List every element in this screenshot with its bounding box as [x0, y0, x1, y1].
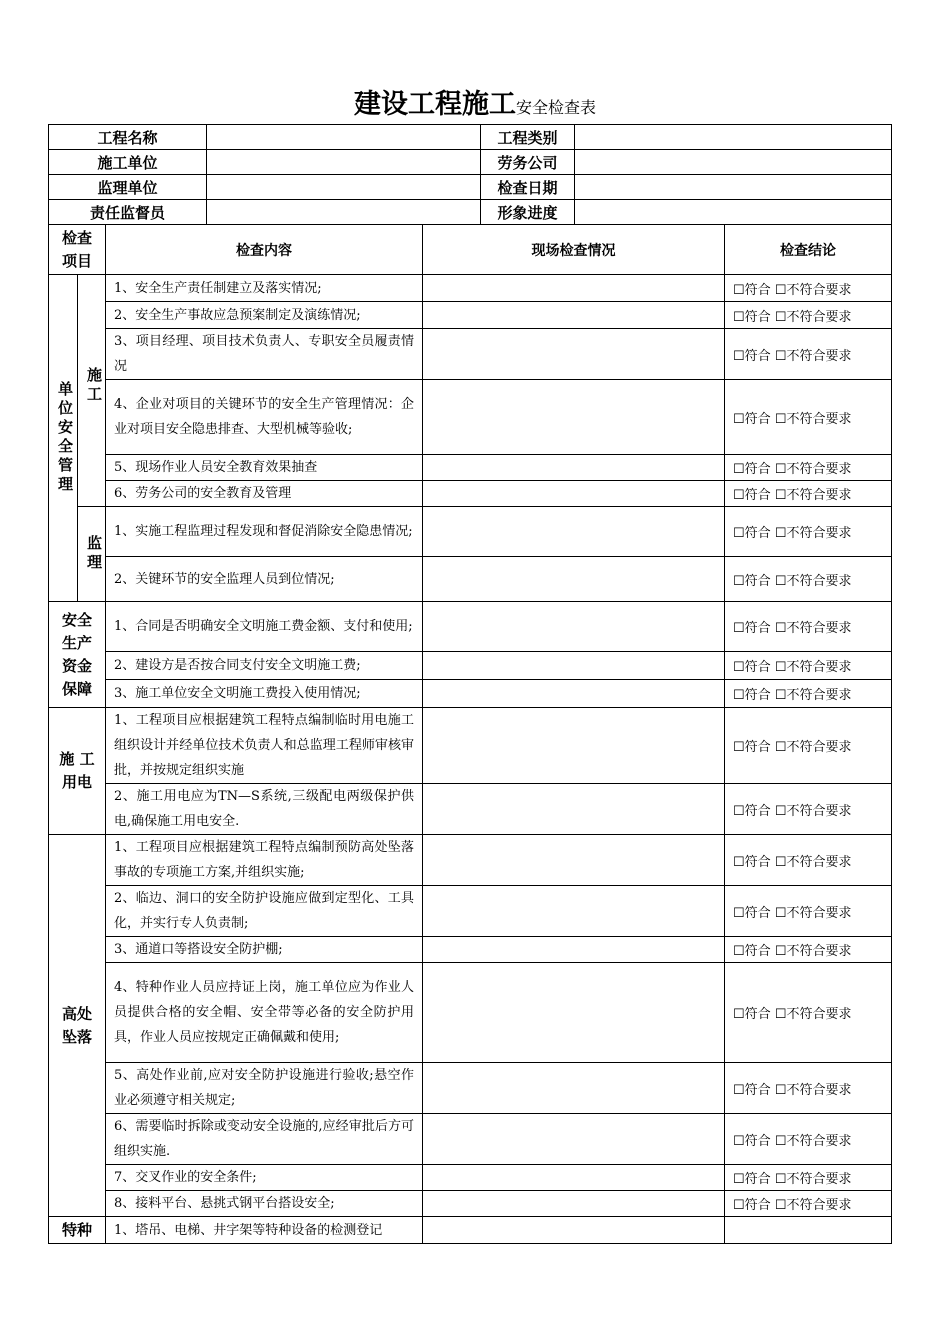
conclusion-checkboxes[interactable]: ☐符合 ☐不符合要求: [725, 1191, 892, 1217]
check-item: 5、现场作业人员安全教育效果抽查: [106, 455, 423, 481]
table-row: [49, 481, 892, 507]
category-label: 单位安全管理: [56, 381, 74, 495]
situation-cell[interactable]: [423, 1114, 725, 1165]
header-row: [49, 175, 892, 200]
supervisor-value[interactable]: [207, 200, 481, 225]
situation-cell[interactable]: [423, 329, 725, 380]
table-row: [49, 708, 892, 784]
situation-cell[interactable]: [423, 1063, 725, 1114]
progress-value[interactable]: [575, 200, 892, 225]
header-row: [49, 125, 892, 150]
column-header-situation: 现场检查情况: [423, 225, 725, 275]
conclusion-checkboxes[interactable]: ☐符合 ☐不符合要求: [725, 380, 892, 455]
supervision-unit-value[interactable]: [207, 175, 481, 200]
situation-cell[interactable]: [423, 380, 725, 455]
conclusion-checkboxes[interactable]: ☐符合 ☐不符合要求: [725, 557, 892, 602]
inspection-date-value[interactable]: [575, 175, 892, 200]
situation-cell[interactable]: [423, 1217, 725, 1244]
conclusion-checkboxes[interactable]: ☐符合 ☐不符合要求: [725, 1114, 892, 1165]
check-item: 5、高处作业前,应对安全防护设施进行验收;悬空作业必须遵守相关规定;: [106, 1063, 423, 1114]
project-name-value[interactable]: [207, 125, 481, 150]
check-item: 1、塔吊、电梯、井字架等特种设备的检测登记: [106, 1217, 423, 1244]
check-item: 2、安全生产事故应急预案制定及演练情况;: [106, 302, 423, 329]
conclusion-checkboxes[interactable]: ☐符合 ☐不符合要求: [725, 602, 892, 652]
situation-cell[interactable]: [423, 784, 725, 835]
conclusion-checkboxes[interactable]: ☐符合 ☐不符合要求: [725, 507, 892, 557]
check-item: 3、施工单位安全文明施工费投入使用情况;: [106, 680, 423, 708]
conclusion-checkboxes[interactable]: ☐符合 ☐不符合要求: [725, 652, 892, 680]
check-item: 4、企业对项目的关键环节的安全生产管理情况：企业对项目安全隐患排查、大型机械等验收;: [106, 380, 423, 455]
table-row: [49, 1217, 892, 1244]
check-item: 1、安全生产责任制建立及落实情况;: [106, 275, 423, 302]
title-sub: 安全检查表: [515, 98, 596, 117]
check-item: 2、建设方是否按合同支付安全文明施工费;: [106, 652, 423, 680]
check-item: 4、特种作业人员应持证上岗，施工单位应为作业人员提供合格的安全帽、安全带等必备的安全防护用具，作业人员应按规定正确佩戴和使用;: [106, 963, 423, 1063]
subgroup-supervision: [78, 507, 106, 602]
situation-cell[interactable]: [423, 557, 725, 602]
label-progress: 形象进度: [481, 200, 575, 225]
situation-cell[interactable]: [423, 937, 725, 963]
column-header-conclusion: 检查结论: [725, 225, 892, 275]
title-main: 建设工程施工: [353, 89, 516, 120]
situation-cell[interactable]: [423, 275, 725, 302]
situation-cell[interactable]: [423, 302, 725, 329]
category-safety-funding: 安全生产资金保障: [49, 602, 106, 708]
check-item: 3、通道口等搭设安全防护棚;: [106, 937, 423, 963]
conclusion-checkboxes[interactable]: ☐符合 ☐不符合要求: [725, 481, 892, 507]
table-row: [49, 680, 892, 708]
table-row: [49, 275, 892, 302]
check-item: 3、项目经理、项目技术负责人、专职安全员履责情况: [106, 329, 423, 380]
situation-cell[interactable]: [423, 835, 725, 886]
category-special-equipment: 特种: [49, 1217, 106, 1244]
table-row: [49, 1114, 892, 1165]
situation-cell[interactable]: [423, 481, 725, 507]
conclusion-checkboxes[interactable]: ☐符合 ☐不符合要求: [725, 1063, 892, 1114]
document-title: [0, 82, 950, 121]
table-row: [49, 1165, 892, 1191]
situation-cell[interactable]: [423, 455, 725, 481]
category-construction-power: 施 工用电: [49, 708, 106, 835]
situation-cell[interactable]: [423, 1191, 725, 1217]
table-row: [49, 784, 892, 835]
category-unit-safety: [49, 275, 78, 602]
label-inspection-date: 检查日期: [481, 175, 575, 200]
table-row: [49, 507, 892, 557]
subgroup-label: 监理: [85, 535, 103, 573]
conclusion-checkboxes[interactable]: ☐符合 ☐不符合要求: [725, 275, 892, 302]
label-supervision-unit: 监理单位: [49, 175, 207, 200]
check-item: 1、工程项目应根据建筑工程特点编制临时用电施工组织设计并经单位技术负责人和总监理工程师审核审批，并按规定组织实施: [106, 708, 423, 784]
conclusion-checkboxes[interactable]: ☐符合 ☐不符合要求: [725, 329, 892, 380]
check-item: 1、实施工程监理过程发现和督促消除安全隐患情况;: [106, 507, 423, 557]
table-row: [49, 835, 892, 886]
table-row: [49, 455, 892, 481]
conclusion-checkboxes[interactable]: ☐符合 ☐不符合要求: [725, 455, 892, 481]
situation-cell[interactable]: [423, 886, 725, 937]
conclusion-cell[interactable]: [725, 1217, 892, 1244]
situation-cell[interactable]: [423, 1165, 725, 1191]
table-row: [49, 329, 892, 380]
subgroup-construction: [78, 275, 106, 507]
table-row: [49, 937, 892, 963]
subgroup-label: 施工: [85, 367, 103, 405]
table-row: [49, 557, 892, 602]
column-header-content: 检查内容: [106, 225, 423, 275]
check-item: 8、接料平台、悬挑式钢平台搭设安全;: [106, 1191, 423, 1217]
conclusion-checkboxes[interactable]: ☐符合 ☐不符合要求: [725, 680, 892, 708]
conclusion-checkboxes[interactable]: ☐符合 ☐不符合要求: [725, 302, 892, 329]
labor-company-value[interactable]: [575, 150, 892, 175]
check-item: 1、工程项目应根据建筑工程特点编制预防高处坠落事故的专项施工方案,并组织实施;: [106, 835, 423, 886]
column-header-row: [49, 225, 892, 275]
table-row: [49, 652, 892, 680]
check-item: 2、关键环节的安全监理人员到位情况;: [106, 557, 423, 602]
label-labor-company: 劳务公司: [481, 150, 575, 175]
label-construction-unit: 施工单位: [49, 150, 207, 175]
check-item: 1、合同是否明确安全文明施工费金额、支付和使用;: [106, 602, 423, 652]
conclusion-checkboxes[interactable]: ☐符合 ☐不符合要求: [725, 708, 892, 784]
situation-cell[interactable]: [423, 963, 725, 1063]
construction-unit-value[interactable]: [207, 150, 481, 175]
inspection-table: [48, 124, 892, 1244]
table-row: [49, 1063, 892, 1114]
table-row: [49, 886, 892, 937]
situation-cell[interactable]: [423, 507, 725, 557]
situation-cell[interactable]: [423, 602, 725, 652]
conclusion-checkboxes[interactable]: ☐符合 ☐不符合要求: [725, 963, 892, 1063]
conclusion-checkboxes[interactable]: ☐符合 ☐不符合要求: [725, 784, 892, 835]
table-row: [49, 963, 892, 1063]
check-item: 7、交叉作业的安全条件;: [106, 1165, 423, 1191]
table-row: [49, 302, 892, 329]
conclusion-checkboxes[interactable]: ☐符合 ☐不符合要求: [725, 937, 892, 963]
table-row: [49, 1191, 892, 1217]
label-project-type: 工程类别: [481, 125, 575, 150]
check-item: 6、劳务公司的安全教育及管理: [106, 481, 423, 507]
check-item: 2、临边、洞口的安全防护设施应做到定型化、工具化，并实行专人负责制;: [106, 886, 423, 937]
header-row: [49, 200, 892, 225]
column-header-item: 检查项目: [49, 225, 106, 275]
table-row: [49, 380, 892, 455]
check-item: 6、需要临时拆除或变动安全设施的,应经审批后方可组织实施.: [106, 1114, 423, 1165]
project-type-value[interactable]: [575, 125, 892, 150]
check-item: 2、施工用电应为TN—S系统,三级配电两级保护供电,确保施工用电安全.: [106, 784, 423, 835]
conclusion-checkboxes[interactable]: ☐符合 ☐不符合要求: [725, 886, 892, 937]
conclusion-checkboxes[interactable]: ☐符合 ☐不符合要求: [725, 835, 892, 886]
header-row: [49, 150, 892, 175]
situation-cell[interactable]: [423, 652, 725, 680]
category-falls-from-height: 高处坠落: [49, 835, 106, 1217]
conclusion-checkboxes[interactable]: ☐符合 ☐不符合要求: [725, 1165, 892, 1191]
label-supervisor: 责任监督员: [49, 200, 207, 225]
situation-cell[interactable]: [423, 708, 725, 784]
label-project-name: 工程名称: [49, 125, 207, 150]
table-row: [49, 602, 892, 652]
situation-cell[interactable]: [423, 680, 725, 708]
